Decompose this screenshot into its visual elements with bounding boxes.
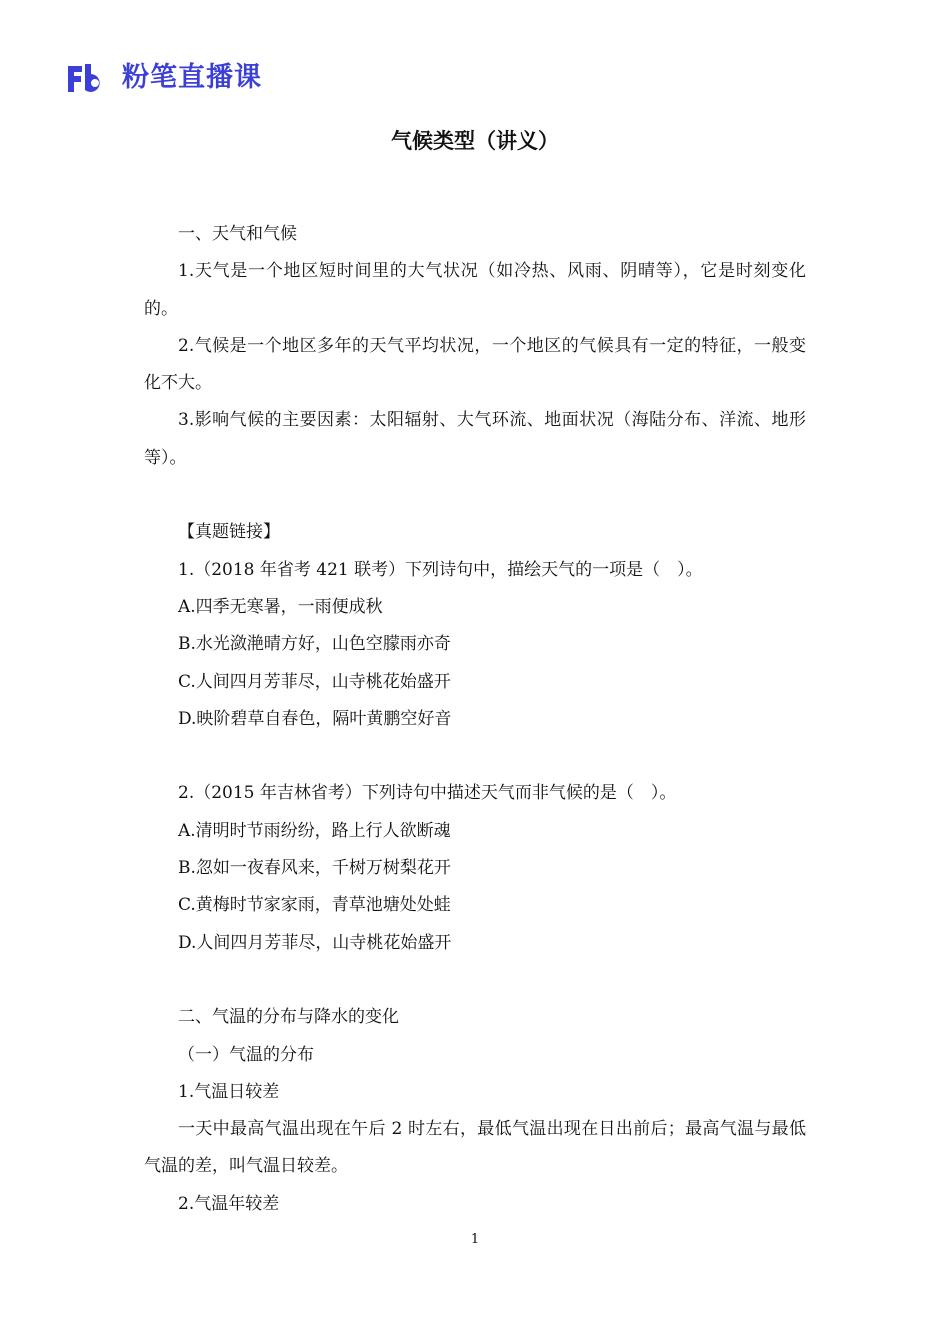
question-2-option-c: C.黄梅时节家家雨，青草池塘处处蛙 — [178, 895, 451, 916]
section1-point-2: 2.气候是一个地区多年的天气平均状况，一个地区的气候具有一定的特征，一般变化不大。 — [144, 335, 806, 394]
question-1-option-a: A.四季无寒暑，一雨便成秋 — [178, 596, 383, 617]
exam-link-label: 【真题链接】 — [178, 522, 280, 543]
question-1-stem: 1.（2018 年省考 421 联考）下列诗句中，描绘天气的一项是（ ）。 — [178, 559, 703, 580]
document-body — [144, 216, 806, 1223]
section2-item1-text: 一天中最高气温出现在午后 2 时左右，最低气温出现在日出前后；最高气温与最低气温的差，叫气温日较差。 — [144, 1119, 806, 1177]
spacer — [144, 738, 806, 775]
brand-name: 粉笔直播课 — [122, 62, 262, 93]
question-2-option-d: D.人间四月芳菲尽，山寺桃花始盛开 — [178, 932, 452, 953]
section2-item2-title: 2.气温年较差 — [178, 1193, 280, 1214]
fenbi-fb-logo-icon — [66, 62, 110, 94]
section1-point-3: 3.影响气候的主要因素：太阳辐射、大气环流、地面状况（海陆分布、洋流、地形等）。 — [144, 410, 806, 468]
brand-logo — [66, 62, 262, 94]
section2-heading: 二、气温的分布与降水的变化 — [178, 1007, 399, 1028]
question-2-option-b: B.忽如一夜春风来，千树万树梨花开 — [178, 858, 451, 879]
spacer — [144, 477, 806, 514]
page-title: 气候类型（讲义） — [391, 129, 559, 153]
section1-point-1: 1.天气是一个地区短时间里的大气状况（如冷热、风雨、阴晴等），它是时刻变化的。 — [144, 261, 806, 319]
question-1-option-b: B.水光潋滟晴方好，山色空朦雨亦奇 — [178, 634, 451, 655]
question-2-stem: 2.（2015 年吉林省考）下列诗句中描述天气而非气候的是（ ）。 — [178, 783, 677, 804]
spacer — [144, 962, 806, 999]
section1-heading: 一、天气和气候 — [178, 224, 297, 244]
section2-item1-title: 1.气温日较差 — [178, 1081, 280, 1102]
question-1-option-d: D.映阶碧草自春色，隔叶黄鹏空好音 — [178, 708, 452, 729]
question-2-option-a: A.清明时节雨纷纷，路上行人欲断魂 — [178, 820, 451, 841]
section2-sub-heading: （一）气温的分布 — [178, 1044, 314, 1065]
page-number: 1 — [470, 1232, 480, 1247]
question-1-option-c: C.人间四月芳菲尽，山寺桃花始盛开 — [178, 671, 451, 692]
